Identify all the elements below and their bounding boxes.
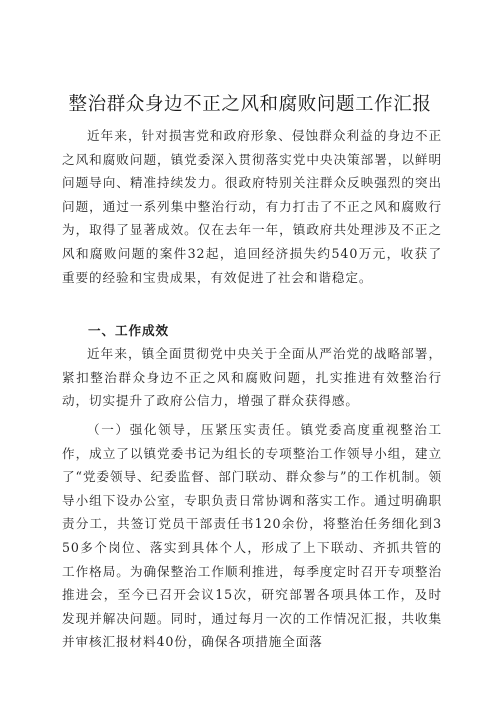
section-item-paragraph: （一）强化领导，压紧压实责任。镇党委高度重视整治工作，成立了以镇党委书记为组长的专项整治工作领导小组，建立了“党委领导、纪委监督、部门联动、群众参与”的工作机制。领导小组下设办公室，专职负责日常协调和落实工作。通过明确职责分工，共签订党员干部责任书120余份，将整治任务细化到350多个岗位、落实到具体个人，形成了上下联动、齐抓共管的工作格局。为确保整治工作顺利推进，每季度定时召开专项整治推进会，至今已召开会议15次，研究部署各项具体工作，及时发现并解决问题。同时，通过每月一次的工作情况汇报，共收集并审核汇报材料40份，确保各项措施全面落: [62, 422, 442, 650]
document-title: 整治群众身边不正之风和腐败问题工作汇报: [68, 94, 432, 115]
section-intro-paragraph: 近年来，镇全面贯彻党中央关于全面从严治党的战略部署，紧扣整治群众身边不正之风和腐败问题，扎实推进有效整治行动，切实提升了政府公信力，增强了群众获得感。: [62, 346, 442, 409]
section-heading: 一、工作成效: [88, 323, 169, 338]
intro-paragraph: 近年来，针对损害党和政府形象、侵蚀群众利益的身边不正之风和腐败问题，镇党委深入贯彻落实党中央决策部署，以鲜明问题导向、精准持续发力。很政府特别关注群众反映强烈的突出问题，通过一系列集中整治行动，有力打击了不正之风和腐败行为，取得了显著成效。仅在去年一年，镇政府共处理涉及不正之风和腐败问题的案件32起，追回经济损失约540万元，收获了重要的经验和宝贵成果，有效促进了社会和谐稳定。: [62, 128, 442, 285]
